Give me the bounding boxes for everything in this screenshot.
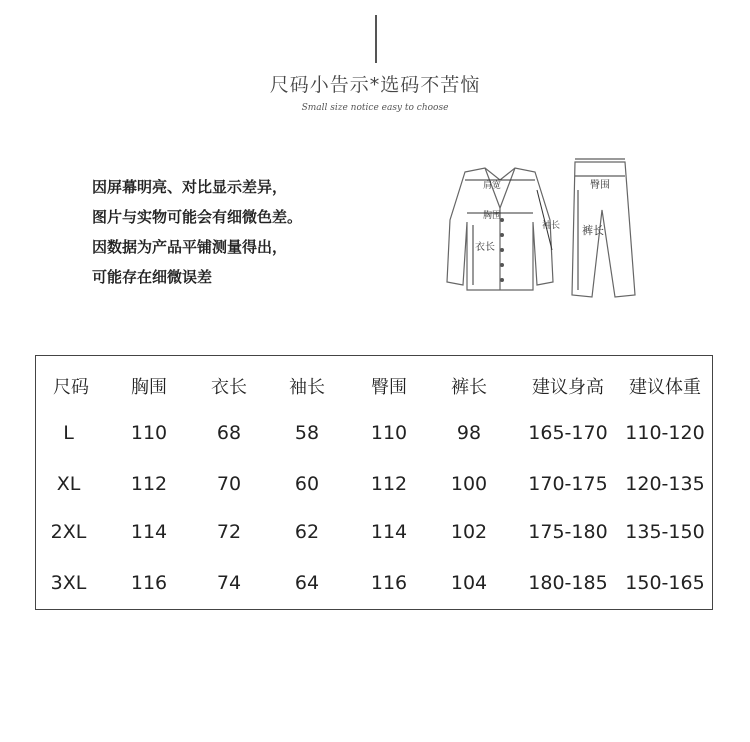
shirt-buttons <box>500 218 504 282</box>
cell-chest: 110 <box>130 422 168 444</box>
decorative-divider <box>375 15 377 63</box>
hip-label: 臀围 <box>590 180 610 191</box>
cell-weight: 120-135 <box>625 473 705 495</box>
cell-size: 3XL <box>50 572 87 594</box>
cell-chest: 114 <box>130 521 168 543</box>
cell-height: 170-175 <box>528 473 608 495</box>
cell-hip: 114 <box>370 521 408 543</box>
cell-height: 165-170 <box>528 422 608 444</box>
table-row <box>36 565 712 601</box>
header-weight: 建议体重 <box>629 377 701 398</box>
cell-pant-length: 98 <box>456 422 482 444</box>
chest-label: 胸围 <box>483 211 502 221</box>
cell-length: 68 <box>216 422 242 444</box>
size-chart-table <box>35 355 713 610</box>
cell-sleeve: 64 <box>294 572 320 594</box>
cell-size: L <box>63 422 74 444</box>
header-sleeve: 袖长 <box>289 377 325 398</box>
cell-length: 72 <box>216 521 242 543</box>
cell-sleeve: 62 <box>294 521 320 543</box>
size-note <box>92 172 402 292</box>
header-size: 尺码 <box>53 377 89 398</box>
cell-chest: 116 <box>130 572 168 594</box>
cell-length: 74 <box>216 572 242 594</box>
garment-measurement-illustration <box>425 150 650 305</box>
shoulder-label: 肩宽 <box>483 181 502 191</box>
header-pant-length: 裤长 <box>451 377 487 398</box>
cell-weight: 135-150 <box>625 521 705 543</box>
note-line: 因屏幕明亮、对比显示差异， <box>92 178 288 196</box>
cell-pant-length: 102 <box>450 521 488 543</box>
cell-sleeve: 58 <box>294 422 320 444</box>
cell-sleeve: 60 <box>294 473 320 495</box>
pajama-diagram <box>425 150 650 305</box>
table-row <box>36 514 712 550</box>
header-hip: 臀围 <box>371 377 407 398</box>
note-line: 可能存在细微误差 <box>92 268 213 286</box>
cell-hip: 116 <box>370 572 408 594</box>
cell-weight: 150-165 <box>625 572 705 594</box>
cell-height: 175-180 <box>528 521 608 543</box>
page-subtitle: Small size notice easy to choose <box>301 103 449 113</box>
cell-height: 180-185 <box>528 572 608 594</box>
cell-hip: 110 <box>370 422 408 444</box>
cell-length: 70 <box>216 473 242 495</box>
cell-hip: 112 <box>370 473 408 495</box>
note-line: 因数据为产品平铺测量得出， <box>92 238 288 256</box>
cell-pant-length: 104 <box>450 572 488 594</box>
page-title: 尺码小告示*选码不苦恼 <box>269 74 481 96</box>
sleeve-label: 袖长 <box>542 221 561 231</box>
table-header-row <box>36 370 712 406</box>
cell-size: XL <box>56 473 81 495</box>
table-row <box>36 466 712 502</box>
header-chest: 胸围 <box>131 377 167 398</box>
note-line: 图片与实物可能会有细微色差。 <box>92 208 303 226</box>
table-row <box>36 415 712 451</box>
header-height: 建议身高 <box>532 377 604 398</box>
cell-chest: 112 <box>130 473 168 495</box>
cell-weight: 110-120 <box>625 422 705 444</box>
cell-size: 2XL <box>50 521 87 543</box>
header-length: 衣长 <box>211 377 247 398</box>
length-label: 衣长 <box>475 242 495 253</box>
pant-length-label: 裤长 <box>582 224 604 237</box>
cell-pant-length: 100 <box>450 473 488 495</box>
